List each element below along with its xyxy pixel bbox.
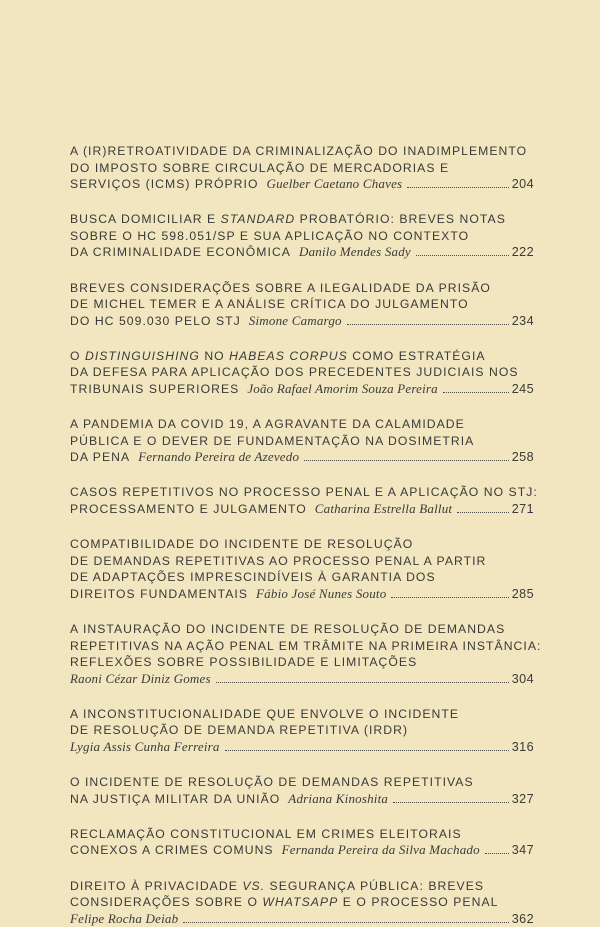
entry-title-line: DA DEFESA PARA APLICAÇÃO DOS PRECEDENTES JUDICIAIS NOS	[70, 364, 534, 381]
entry-page-number: 222	[512, 244, 534, 261]
dot-leader	[407, 187, 508, 188]
entry-author: Felipe Rocha Deiab	[70, 911, 178, 927]
dot-leader	[416, 255, 509, 256]
entry-page-number: 362	[512, 911, 534, 927]
entry-last-line	[70, 501, 534, 518]
entry-author: Fábio José Nunes Souto	[256, 586, 386, 603]
dot-leader	[485, 853, 509, 854]
entry-title-line: A INCONSTITUCIONALIDADE QUE ENVOLVE O INCIDENTE	[70, 706, 534, 723]
dot-leader	[183, 922, 508, 923]
entry-last-line	[70, 791, 534, 808]
entry-title-line: DO IMPOSTO SOBRE CIRCULAÇÃO DE MERCADORIAS E	[70, 160, 534, 177]
entry-last-line	[70, 449, 534, 466]
toc-entry[interactable]	[70, 416, 534, 466]
entry-title-line: A (IR)RETROATIVIDADE DA CRIMINALIZAÇÃO DO INADIMPLEMENTO	[70, 143, 534, 160]
entry-page-number: 234	[512, 313, 534, 330]
entry-title-line: DIREITOS FUNDAMENTAIS	[70, 586, 248, 603]
toc-entry[interactable]	[70, 536, 534, 602]
entry-last-line	[70, 313, 534, 330]
entry-title-line: DA CRIMINALIDADE ECONÔMICA	[70, 244, 291, 261]
entry-author: Raoni Cézar Diniz Gomes	[70, 671, 211, 688]
toc-entry[interactable]	[70, 621, 534, 687]
toc-entry[interactable]	[70, 706, 534, 756]
entry-author: Danilo Mendes Sady	[299, 244, 411, 261]
toc-entry[interactable]	[70, 211, 534, 261]
entry-title-line: DO HC 509.030 PELO STJ	[70, 313, 241, 330]
toc-entry[interactable]	[70, 826, 534, 859]
entry-page-number: 285	[512, 586, 534, 603]
dot-leader	[216, 682, 509, 683]
entry-author: Fernando Pereira de Azevedo	[138, 449, 299, 466]
entry-title-line: DE DEMANDAS REPETITIVAS AO PROCESSO PENAL A PARTIR	[70, 553, 534, 570]
dot-leader	[457, 512, 509, 513]
entry-title-line: DE MICHEL TEMER E A ANÁLISE CRÍTICA DO JULGAMENTO	[70, 296, 534, 313]
entry-author: João Rafael Amorim Souza Pereira	[247, 381, 438, 398]
entry-last-line	[70, 176, 534, 193]
entry-author: Adriana Kinoshita	[288, 791, 388, 808]
entry-page-number: 258	[512, 449, 534, 466]
entry-title-line: O DISTINGUISHING NO HABEAS CORPUS COMO ESTRATÉGIA	[70, 348, 534, 365]
toc-entry[interactable]	[70, 484, 534, 517]
entry-page-number: 204	[512, 176, 534, 193]
dot-leader	[304, 460, 509, 461]
entry-title-line: NA JUSTIÇA MILITAR DA UNIÃO	[70, 791, 280, 808]
dot-leader	[393, 802, 509, 803]
entry-last-line	[70, 586, 534, 603]
toc-entry[interactable]	[70, 348, 534, 398]
toc-entry[interactable]	[70, 280, 534, 330]
entry-title-line: REPETITIVAS NA AÇÃO PENAL EM TRÂMITE NA PRIMEIRA INSTÂNCIA:	[70, 638, 534, 655]
entry-title-line: TRIBUNAIS SUPERIORES	[70, 381, 239, 398]
entry-title-line: A INSTAURAÇÃO DO INCIDENTE DE RESOLUÇÃO DE DEMANDAS	[70, 621, 534, 638]
entry-last-line	[70, 671, 534, 688]
entry-title-line: BUSCA DOMICILIAR E STANDARD PROBATÓRIO: BREVES NOTAS	[70, 211, 534, 228]
entry-page-number: 304	[512, 671, 534, 688]
entry-last-line	[70, 244, 534, 261]
entry-title-line: DE ADAPTAÇÕES IMPRESCINDÍVEIS À GARANTIA DOS	[70, 569, 534, 586]
dot-leader	[391, 597, 508, 598]
entry-title-line: COMPATIBILIDADE DO INCIDENTE DE RESOLUÇÃO	[70, 536, 534, 553]
entry-title-line: REFLEXÕES SOBRE POSSIBILIDADE E LIMITAÇÕES	[70, 654, 534, 671]
entry-title-line: RECLAMAÇÃO CONSTITUCIONAL EM CRIMES ELEITORAIS	[70, 826, 534, 843]
entry-author: Catharina Estrella Ballut	[315, 501, 452, 518]
entry-title-line: SOBRE O HC 598.051/SP E SUA APLICAÇÃO NO CONTEXTO	[70, 228, 534, 245]
entry-author: Simone Camargo	[249, 313, 342, 330]
entry-last-line	[70, 739, 534, 756]
entry-title-line: O INCIDENTE DE RESOLUÇÃO DE DEMANDAS REPETITIVAS	[70, 774, 534, 791]
entry-title-line: DA PENA	[70, 449, 130, 466]
entry-page-number: 245	[512, 381, 534, 398]
entry-last-line	[70, 842, 534, 859]
entry-last-line	[70, 911, 534, 927]
dot-leader	[347, 324, 509, 325]
entry-title-line: SERVIÇOS (ICMS) PRÓPRIO	[70, 176, 258, 193]
entry-page-number: 327	[512, 791, 534, 808]
entry-title-line: CONSIDERAÇÕES SOBRE O WHATSAPP E O PROCESSO PENAL	[70, 894, 534, 911]
entry-title-line: PÚBLICA E O DEVER DE FUNDAMENTAÇÃO NA DOSIMETRIA	[70, 433, 534, 450]
entry-title-line: DIREITO À PRIVACIDADE VS. SEGURANÇA PÚBLICA: BREVES	[70, 878, 534, 895]
entry-title-line: CONEXOS A CRIMES COMUNS	[70, 842, 274, 859]
entry-last-line	[70, 381, 534, 398]
entry-title-line: PROCESSAMENTO E JULGAMENTO	[70, 501, 307, 518]
entry-title-line: DE RESOLUÇÃO DE DEMANDA REPETITIVA (IRDR)	[70, 722, 534, 739]
toc-entry[interactable]	[70, 878, 534, 927]
entry-page-number: 316	[512, 739, 534, 756]
entry-title-line: CASOS REPETITIVOS NO PROCESSO PENAL E A APLICAÇÃO NO STJ:	[70, 484, 534, 501]
entry-page-number: 271	[512, 501, 534, 518]
entry-title-line: BREVES CONSIDERAÇÕES SOBRE A ILEGALIDADE DA PRISÃO	[70, 280, 534, 297]
entry-page-number: 347	[512, 842, 534, 859]
dot-leader	[443, 392, 509, 393]
dot-leader	[225, 750, 509, 751]
entry-author: Lygia Assis Cunha Ferreira	[70, 739, 220, 756]
entry-author: Fernanda Pereira da Silva Machado	[282, 842, 480, 859]
toc-entry[interactable]	[70, 143, 534, 193]
entry-title-line: A PANDEMIA DA COVID 19, A AGRAVANTE DA CALAMIDADE	[70, 416, 534, 433]
entry-author: Guelber Caetano Chaves	[266, 176, 402, 193]
toc-entry[interactable]	[70, 774, 534, 807]
